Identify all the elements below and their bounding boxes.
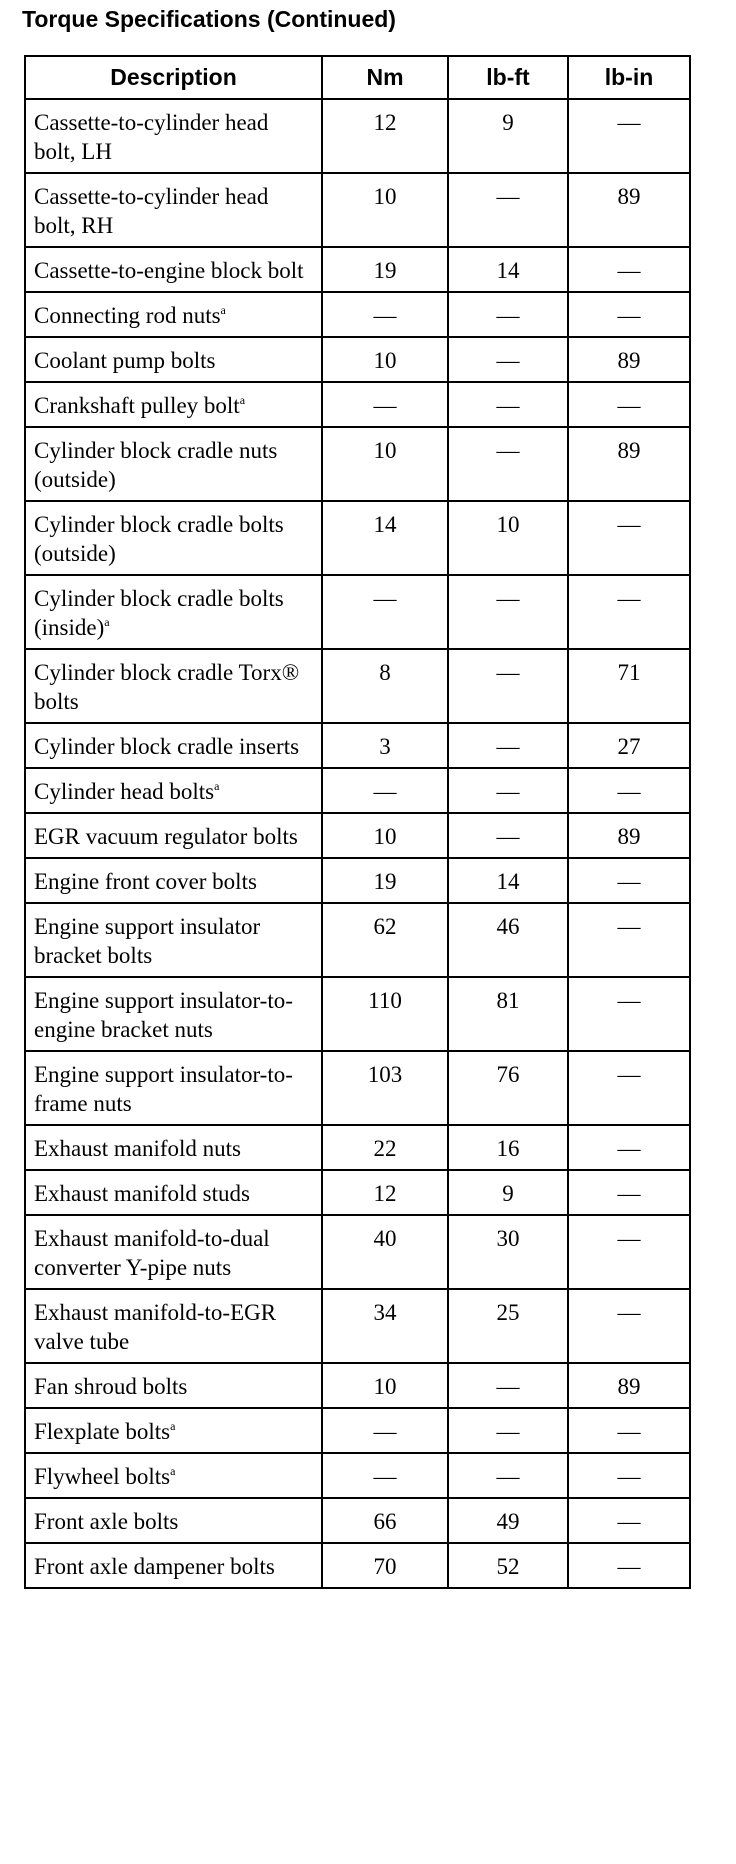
lb-ft-cell: — xyxy=(448,768,568,813)
nm-cell: 110 xyxy=(322,977,448,1051)
description-text: Cassette-to-cylinder head bolt, RH xyxy=(34,184,269,238)
table-row xyxy=(25,337,690,382)
footnote-marker: a xyxy=(170,1464,176,1478)
description-cell xyxy=(25,1498,322,1543)
lb-ft-cell: — xyxy=(448,292,568,337)
table-row xyxy=(25,1408,690,1453)
lb-ft-cell: — xyxy=(448,382,568,427)
table-row xyxy=(25,1498,690,1543)
footnote-marker: a xyxy=(214,779,220,793)
description-cell xyxy=(25,1215,322,1289)
lb-in-cell: — xyxy=(568,858,690,903)
description-text: Engine support insulator-to-frame nuts xyxy=(34,1062,293,1116)
table-row xyxy=(25,99,690,173)
lb-ft-cell: — xyxy=(448,649,568,723)
nm-cell: — xyxy=(322,382,448,427)
table-row xyxy=(25,649,690,723)
description-text: Engine support insulator bracket bolts xyxy=(34,914,261,968)
nm-cell: — xyxy=(322,575,448,649)
table-row xyxy=(25,1051,690,1125)
description-text: Flywheel bolts xyxy=(34,1464,171,1489)
nm-cell: 19 xyxy=(322,858,448,903)
description-cell xyxy=(25,813,322,858)
lb-in-cell: — xyxy=(568,1498,690,1543)
table-row xyxy=(25,903,690,977)
lb-ft-cell: — xyxy=(448,813,568,858)
lb-in-cell: — xyxy=(568,247,690,292)
lb-ft-cell: 81 xyxy=(448,977,568,1051)
description-cell xyxy=(25,501,322,575)
nm-cell: 12 xyxy=(322,99,448,173)
description-cell xyxy=(25,1408,322,1453)
lb-in-cell: 89 xyxy=(568,173,690,247)
description-text: Front axle dampener bolts xyxy=(34,1554,275,1579)
description-text: Engine front cover bolts xyxy=(34,869,257,894)
lb-ft-cell: 14 xyxy=(448,247,568,292)
description-cell xyxy=(25,337,322,382)
lb-ft-cell: 52 xyxy=(448,1543,568,1588)
nm-cell: 10 xyxy=(322,813,448,858)
description-text: Exhaust manifold nuts xyxy=(34,1136,241,1161)
description-text: Front axle bolts xyxy=(34,1509,179,1534)
table-row xyxy=(25,427,690,501)
description-cell xyxy=(25,1170,322,1215)
nm-cell: 66 xyxy=(322,1498,448,1543)
column-header-description: Description xyxy=(25,56,322,99)
footnote-marker: a xyxy=(104,615,110,629)
nm-cell: 10 xyxy=(322,427,448,501)
footnote-marker: a xyxy=(220,303,226,317)
nm-cell: 22 xyxy=(322,1125,448,1170)
lb-ft-cell: 49 xyxy=(448,1498,568,1543)
description-text: Cylinder head bolts xyxy=(34,779,215,804)
description-cell xyxy=(25,858,322,903)
lb-in-cell: — xyxy=(568,768,690,813)
lb-in-cell: — xyxy=(568,1051,690,1125)
table-row xyxy=(25,1543,690,1588)
table-row xyxy=(25,173,690,247)
description-cell xyxy=(25,649,322,723)
description-text: Coolant pump bolts xyxy=(34,348,216,373)
lb-in-cell: — xyxy=(568,1289,690,1363)
lb-in-cell: 89 xyxy=(568,337,690,382)
table-row xyxy=(25,1215,690,1289)
lb-ft-cell: — xyxy=(448,427,568,501)
table-row xyxy=(25,813,690,858)
lb-in-cell: — xyxy=(568,501,690,575)
description-text: Cylinder block cradle inserts xyxy=(34,734,300,759)
description-text: Exhaust manifold-to-EGR valve tube xyxy=(34,1300,277,1354)
lb-in-cell: — xyxy=(568,977,690,1051)
description-text: Cassette-to-engine block bolt xyxy=(34,258,304,283)
lb-in-cell: — xyxy=(568,292,690,337)
description-text: Cylinder block cradle nuts (outside) xyxy=(34,438,278,492)
nm-cell: 70 xyxy=(322,1543,448,1588)
lb-ft-cell: 16 xyxy=(448,1125,568,1170)
description-cell xyxy=(25,1051,322,1125)
description-cell xyxy=(25,768,322,813)
lb-ft-cell: — xyxy=(448,723,568,768)
description-text: Exhaust manifold-to-dual converter Y-pipe nuts xyxy=(34,1226,270,1280)
nm-cell: 10 xyxy=(322,173,448,247)
footnote-marker: a xyxy=(170,1419,176,1433)
lb-ft-cell: 30 xyxy=(448,1215,568,1289)
lb-ft-cell: — xyxy=(448,1408,568,1453)
lb-in-cell: — xyxy=(568,903,690,977)
torque-spec-table xyxy=(24,55,691,1589)
column-header-nm: Nm xyxy=(322,56,448,99)
lb-ft-cell: 9 xyxy=(448,1170,568,1215)
lb-in-cell: 89 xyxy=(568,1363,690,1408)
table-row xyxy=(25,1363,690,1408)
column-header-lb-ft: lb-ft xyxy=(448,56,568,99)
nm-cell: 19 xyxy=(322,247,448,292)
lb-ft-cell: — xyxy=(448,1363,568,1408)
description-text: Crankshaft pulley bolt xyxy=(34,393,240,418)
description-text: Cylinder block cradle Torx® bolts xyxy=(34,660,300,714)
description-text: Flexplate bolts xyxy=(34,1419,171,1444)
lb-ft-cell: 76 xyxy=(448,1051,568,1125)
lb-in-cell: — xyxy=(568,1125,690,1170)
lb-in-cell: 89 xyxy=(568,813,690,858)
description-cell xyxy=(25,903,322,977)
description-text: Connecting rod nuts xyxy=(34,303,221,328)
lb-ft-cell: — xyxy=(448,337,568,382)
lb-in-cell: — xyxy=(568,1543,690,1588)
nm-cell: 40 xyxy=(322,1215,448,1289)
nm-cell: 34 xyxy=(322,1289,448,1363)
description-cell xyxy=(25,977,322,1051)
description-cell xyxy=(25,292,322,337)
lb-ft-cell: — xyxy=(448,173,568,247)
lb-in-cell: — xyxy=(568,382,690,427)
nm-cell: 103 xyxy=(322,1051,448,1125)
description-cell xyxy=(25,1125,322,1170)
lb-ft-cell: 46 xyxy=(448,903,568,977)
lb-ft-cell: 10 xyxy=(448,501,568,575)
description-text: Fan shroud bolts xyxy=(34,1374,188,1399)
lb-in-cell: — xyxy=(568,99,690,173)
description-cell xyxy=(25,427,322,501)
nm-cell: — xyxy=(322,1408,448,1453)
table-row xyxy=(25,1170,690,1215)
description-text: Cylinder block cradle bolts (inside) xyxy=(34,586,284,640)
table-row xyxy=(25,977,690,1051)
nm-cell: 8 xyxy=(322,649,448,723)
description-text: Exhaust manifold studs xyxy=(34,1181,250,1206)
description-cell xyxy=(25,173,322,247)
lb-in-cell: — xyxy=(568,1408,690,1453)
table-body xyxy=(25,99,690,1588)
table-row xyxy=(25,247,690,292)
table-row xyxy=(25,575,690,649)
description-text: EGR vacuum regulator bolts xyxy=(34,824,298,849)
page-title: Torque Specifications (Continued) xyxy=(22,6,396,32)
description-cell xyxy=(25,1543,322,1588)
lb-in-cell: 71 xyxy=(568,649,690,723)
lb-in-cell: 27 xyxy=(568,723,690,768)
description-cell xyxy=(25,247,322,292)
description-cell xyxy=(25,382,322,427)
nm-cell: — xyxy=(322,292,448,337)
nm-cell: — xyxy=(322,1453,448,1498)
column-header-lb-in: lb-in xyxy=(568,56,690,99)
nm-cell: 3 xyxy=(322,723,448,768)
lb-in-cell: — xyxy=(568,1215,690,1289)
table-row xyxy=(25,1453,690,1498)
lb-ft-cell: — xyxy=(448,1453,568,1498)
nm-cell: 62 xyxy=(322,903,448,977)
lb-ft-cell: 25 xyxy=(448,1289,568,1363)
nm-cell: 10 xyxy=(322,337,448,382)
lb-in-cell: — xyxy=(568,1453,690,1498)
table-row xyxy=(25,501,690,575)
lb-ft-cell: 14 xyxy=(448,858,568,903)
nm-cell: — xyxy=(322,768,448,813)
table-row xyxy=(25,382,690,427)
nm-cell: 14 xyxy=(322,501,448,575)
nm-cell: 12 xyxy=(322,1170,448,1215)
description-cell xyxy=(25,1363,322,1408)
description-text: Engine support insulator-to-engine bracket nuts xyxy=(34,988,293,1042)
lb-in-cell: — xyxy=(568,575,690,649)
header-row xyxy=(25,56,690,99)
lb-ft-cell: 9 xyxy=(448,99,568,173)
footnote-marker: a xyxy=(239,393,246,407)
description-text: Cassette-to-cylinder head bolt, LH xyxy=(34,110,269,164)
table-row xyxy=(25,292,690,337)
description-cell xyxy=(25,1453,322,1498)
description-text: Cylinder block cradle bolts (outside) xyxy=(34,512,284,566)
table-row xyxy=(25,1289,690,1363)
description-cell xyxy=(25,1289,322,1363)
table-row xyxy=(25,1125,690,1170)
table-row xyxy=(25,768,690,813)
description-cell xyxy=(25,99,322,173)
lb-in-cell: — xyxy=(568,1170,690,1215)
description-cell xyxy=(25,723,322,768)
table-row xyxy=(25,858,690,903)
table-row xyxy=(25,723,690,768)
nm-cell: 10 xyxy=(322,1363,448,1408)
lb-ft-cell: — xyxy=(448,575,568,649)
description-cell xyxy=(25,575,322,649)
lb-in-cell: 89 xyxy=(568,427,690,501)
